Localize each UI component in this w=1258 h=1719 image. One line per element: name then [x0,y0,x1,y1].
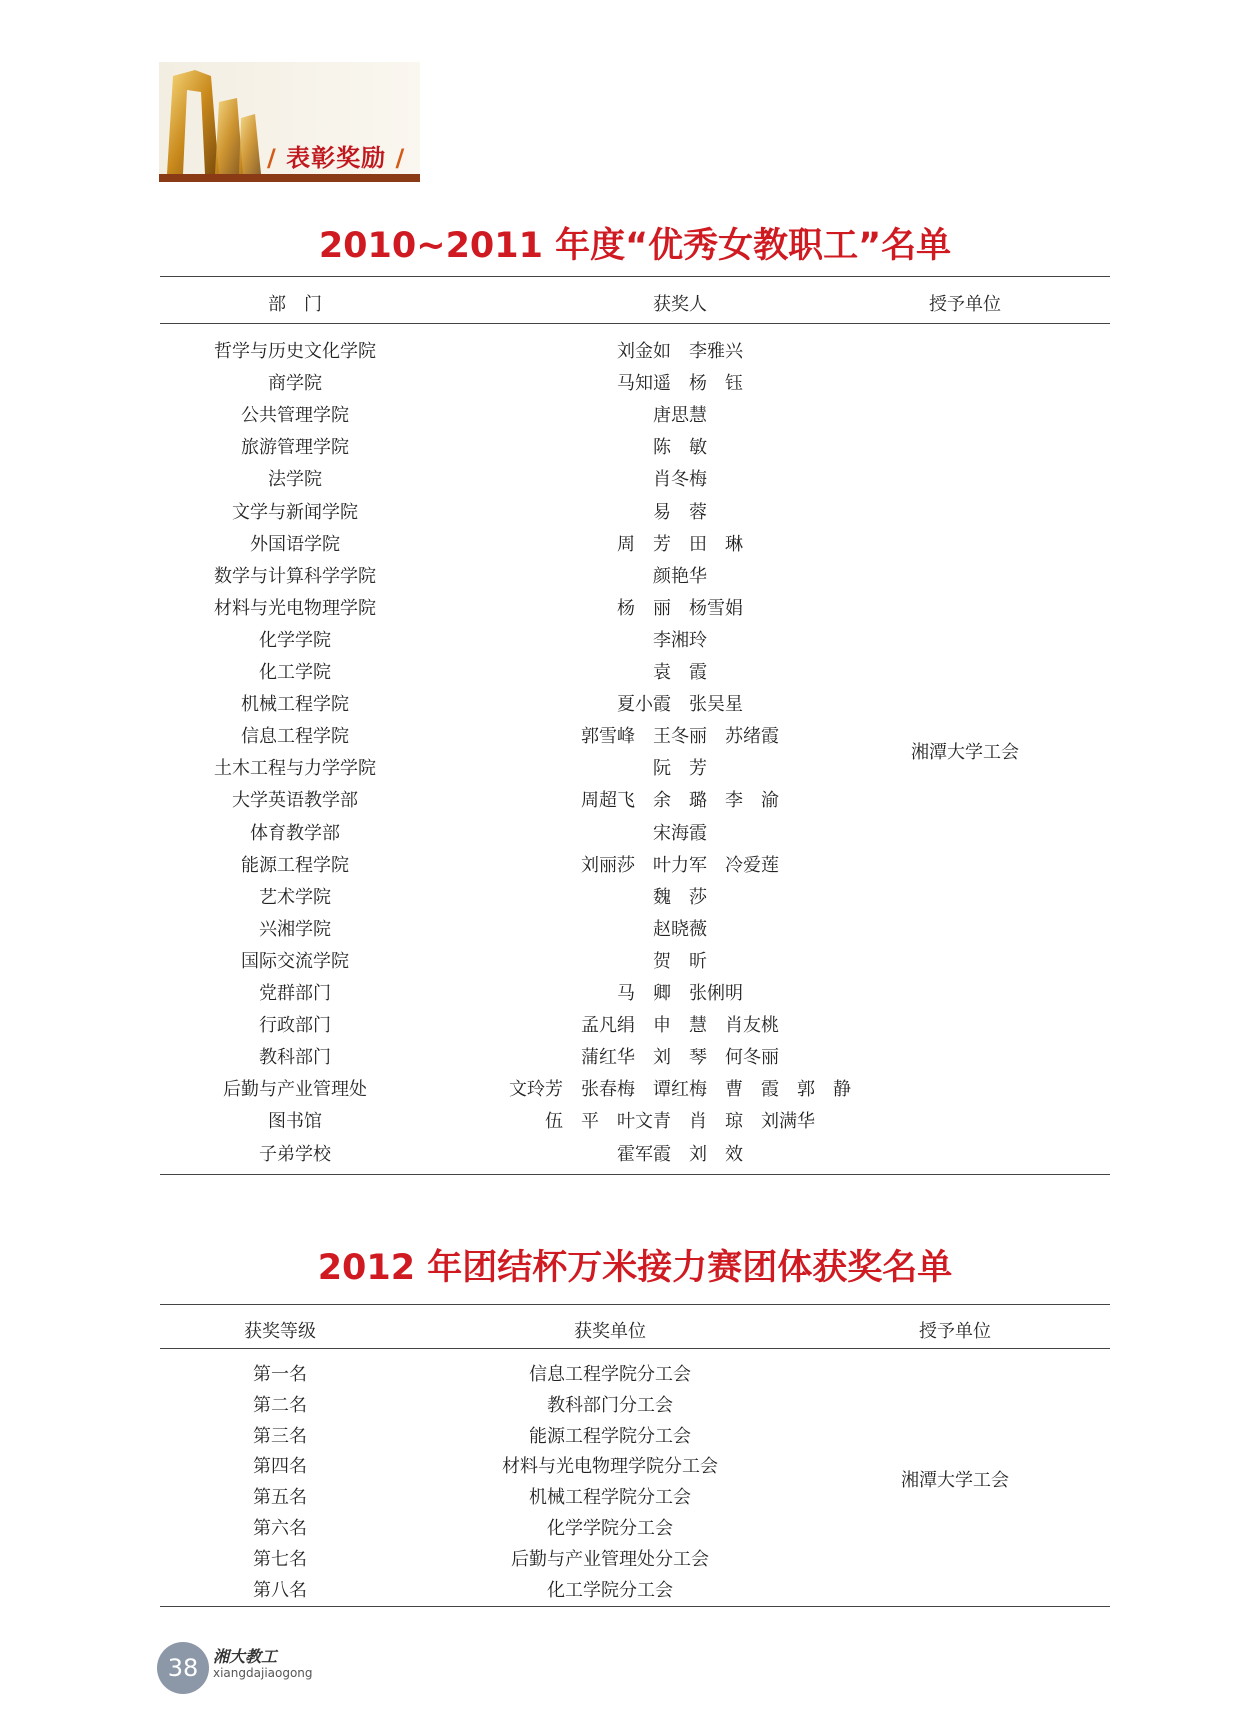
rank-cell: 第四名 [253,1456,307,1478]
table2-header-rule [160,1348,1110,1349]
table1-row [160,1075,1110,1105]
dept-cell: 后勤与产业管理处 [223,1079,367,1101]
winners-cell: 夏小霞 张吴星 [617,694,743,716]
dept-cell: 旅游管理学院 [241,437,349,459]
winner-cell: 能源工程学院分工会 [529,1425,691,1447]
winners-cell: 周超飞 余 璐 李 渝 [581,790,779,812]
table1-row [160,947,1110,977]
table1-row [160,1043,1110,1073]
table1-row [160,562,1110,592]
table1-row [160,433,1110,463]
winners-cell: 阮 芳 [653,758,707,780]
rank-cell: 第五名 [253,1487,307,1509]
rank-cell: 第六名 [253,1518,307,1539]
winner-cell: 化学学院分工会 [547,1518,673,1539]
dept-cell: 能源工程学院 [241,854,349,876]
winners-cell: 肖冬梅 [653,469,707,491]
winners-cell: 宋海霞 [653,822,707,844]
table1-bottom-rule [160,1174,1110,1175]
winner-cell: 化工学院分工会 [547,1579,673,1601]
magazine-name: 湘大教工 [213,1647,278,1666]
winners-cell: 伍 平 叶文青 肖 琼 刘满华 [545,1111,815,1133]
winners-cell: 唐思慧 [653,405,707,427]
dept-cell: 机械工程学院 [241,694,349,716]
table2-unit: 湘潭大学工会 [901,1470,1009,1491]
winners-cell: 周 芳 田 琳 [617,533,743,555]
table1-row [160,498,1110,528]
dept-cell: 艺术学院 [259,886,331,908]
winners-cell: 颜艳华 [653,565,707,587]
table1-row [160,594,1110,624]
dept-cell: 哲学与历史文化学院 [214,341,376,362]
dept-cell: 商学院 [268,373,322,395]
table2-header-winner: 获奖单位 [574,1321,646,1342]
table1-row [160,658,1110,688]
dept-cell: 数学与计算科学学院 [214,565,376,587]
table1-row [160,1011,1110,1041]
table2-row [160,1576,1110,1606]
dept-cell: 国际交流学院 [241,950,349,972]
table2-row [160,1360,1110,1390]
table2-title: 2012 年团结杯万米接力赛团体获奖名单 [317,1248,953,1288]
table1-row [160,1107,1110,1137]
rank-cell: 第三名 [253,1425,307,1447]
winners-cell: 赵晓薇 [653,918,707,940]
table2-top-rule [160,1304,1110,1305]
table1-row [160,369,1110,399]
table1-row [160,530,1110,560]
dept-cell: 信息工程学院 [241,726,349,748]
table2-row [160,1391,1110,1421]
dept-cell: 图书馆 [268,1111,322,1133]
table1-row [160,915,1110,945]
dept-cell: 体育教学部 [250,822,340,844]
table1-row [160,465,1110,495]
rank-cell: 第七名 [253,1548,307,1570]
dept-cell: 土木工程与力学学院 [214,758,376,780]
table1-row [160,401,1110,431]
table1-row [160,979,1110,1009]
table1-row [160,337,1110,367]
winners-cell: 杨 丽 杨雪娟 [617,597,743,619]
dept-cell: 外国语学院 [250,533,340,555]
table1-row [160,626,1110,656]
dept-cell: 行政部门 [259,1015,331,1037]
table1-row [160,851,1110,881]
rank-cell: 第八名 [253,1579,307,1601]
table1-row [160,883,1110,913]
banner-label: / 表彰奖励 / [267,144,406,172]
dept-cell: 材料与光电物理学院 [214,597,376,619]
winners-cell: 陈 敏 [653,437,707,459]
dept-cell: 文学与新闻学院 [232,501,358,523]
table2-row [160,1545,1110,1575]
table1-header-dept: 部 门 [268,294,322,315]
winners-cell: 郭雪峰 王冬丽 苏绪霞 [581,726,779,748]
winners-cell: 易 蓉 [653,501,707,523]
winner-cell: 教科部门分工会 [547,1394,673,1416]
dept-cell: 法学院 [268,469,322,491]
winners-cell: 刘丽莎 叶力军 冷爱莲 [581,854,779,876]
winners-cell: 霍军霞 刘 效 [617,1143,743,1165]
table2-header-rank: 获奖等级 [244,1321,316,1342]
dept-cell: 大学英语教学部 [232,790,358,812]
winner-cell: 材料与光电物理学院分工会 [502,1456,718,1478]
table2-bottom-rule [160,1606,1110,1607]
dept-cell: 化学学院 [259,629,331,651]
table1-header-winners: 获奖人 [653,294,707,315]
table1-row [160,786,1110,816]
dept-cell: 党群部门 [259,983,331,1004]
table1-row [160,819,1110,849]
table1-unit: 湘潭大学工会 [911,742,1019,763]
winners-cell: 刘金如 李雅兴 [617,341,743,362]
section-banner [159,62,420,182]
table1-top-rule [160,276,1110,277]
dept-cell: 子弟学校 [259,1143,331,1165]
dept-cell: 教科部门 [259,1047,331,1069]
winners-cell: 文玲芳 张春梅 谭红梅 曹 霞 郭 静 [509,1079,851,1101]
table1-row [160,690,1110,720]
winners-cell: 蒲红华 刘 琴 何冬丽 [581,1047,779,1069]
winners-cell: 孟凡绢 申 慧 肖友桃 [581,1015,779,1037]
table1-row [160,1140,1110,1170]
winners-cell: 马知遥 杨 钰 [617,373,743,395]
winners-cell: 李湘玲 [653,629,707,651]
magazine-name-pinyin: xiangdajiaogong [213,1666,313,1680]
dept-cell: 化工学院 [259,662,331,683]
winner-cell: 机械工程学院分工会 [529,1487,691,1509]
winners-cell: 魏 莎 [653,886,707,908]
winners-cell: 马 卿 张俐明 [617,983,743,1004]
table1-header-unit: 授予单位 [929,294,1001,315]
table2-row [160,1514,1110,1544]
table2-header-unit: 授予单位 [919,1321,991,1342]
rank-cell: 第一名 [253,1364,307,1385]
winners-cell: 袁 霞 [653,662,707,683]
dept-cell: 公共管理学院 [241,405,349,427]
table1-header-rule [160,323,1110,324]
table2-row [160,1422,1110,1452]
rank-cell: 第二名 [253,1394,307,1416]
winner-cell: 后勤与产业管理处分工会 [511,1548,709,1570]
winner-cell: 信息工程学院分工会 [529,1364,691,1385]
page-number: 38 [157,1642,209,1694]
dept-cell: 兴湘学院 [259,918,331,940]
winners-cell: 贺 昕 [653,950,707,972]
table1-title: 2010~2011 年度“优秀女教职工”名单 [318,226,952,266]
